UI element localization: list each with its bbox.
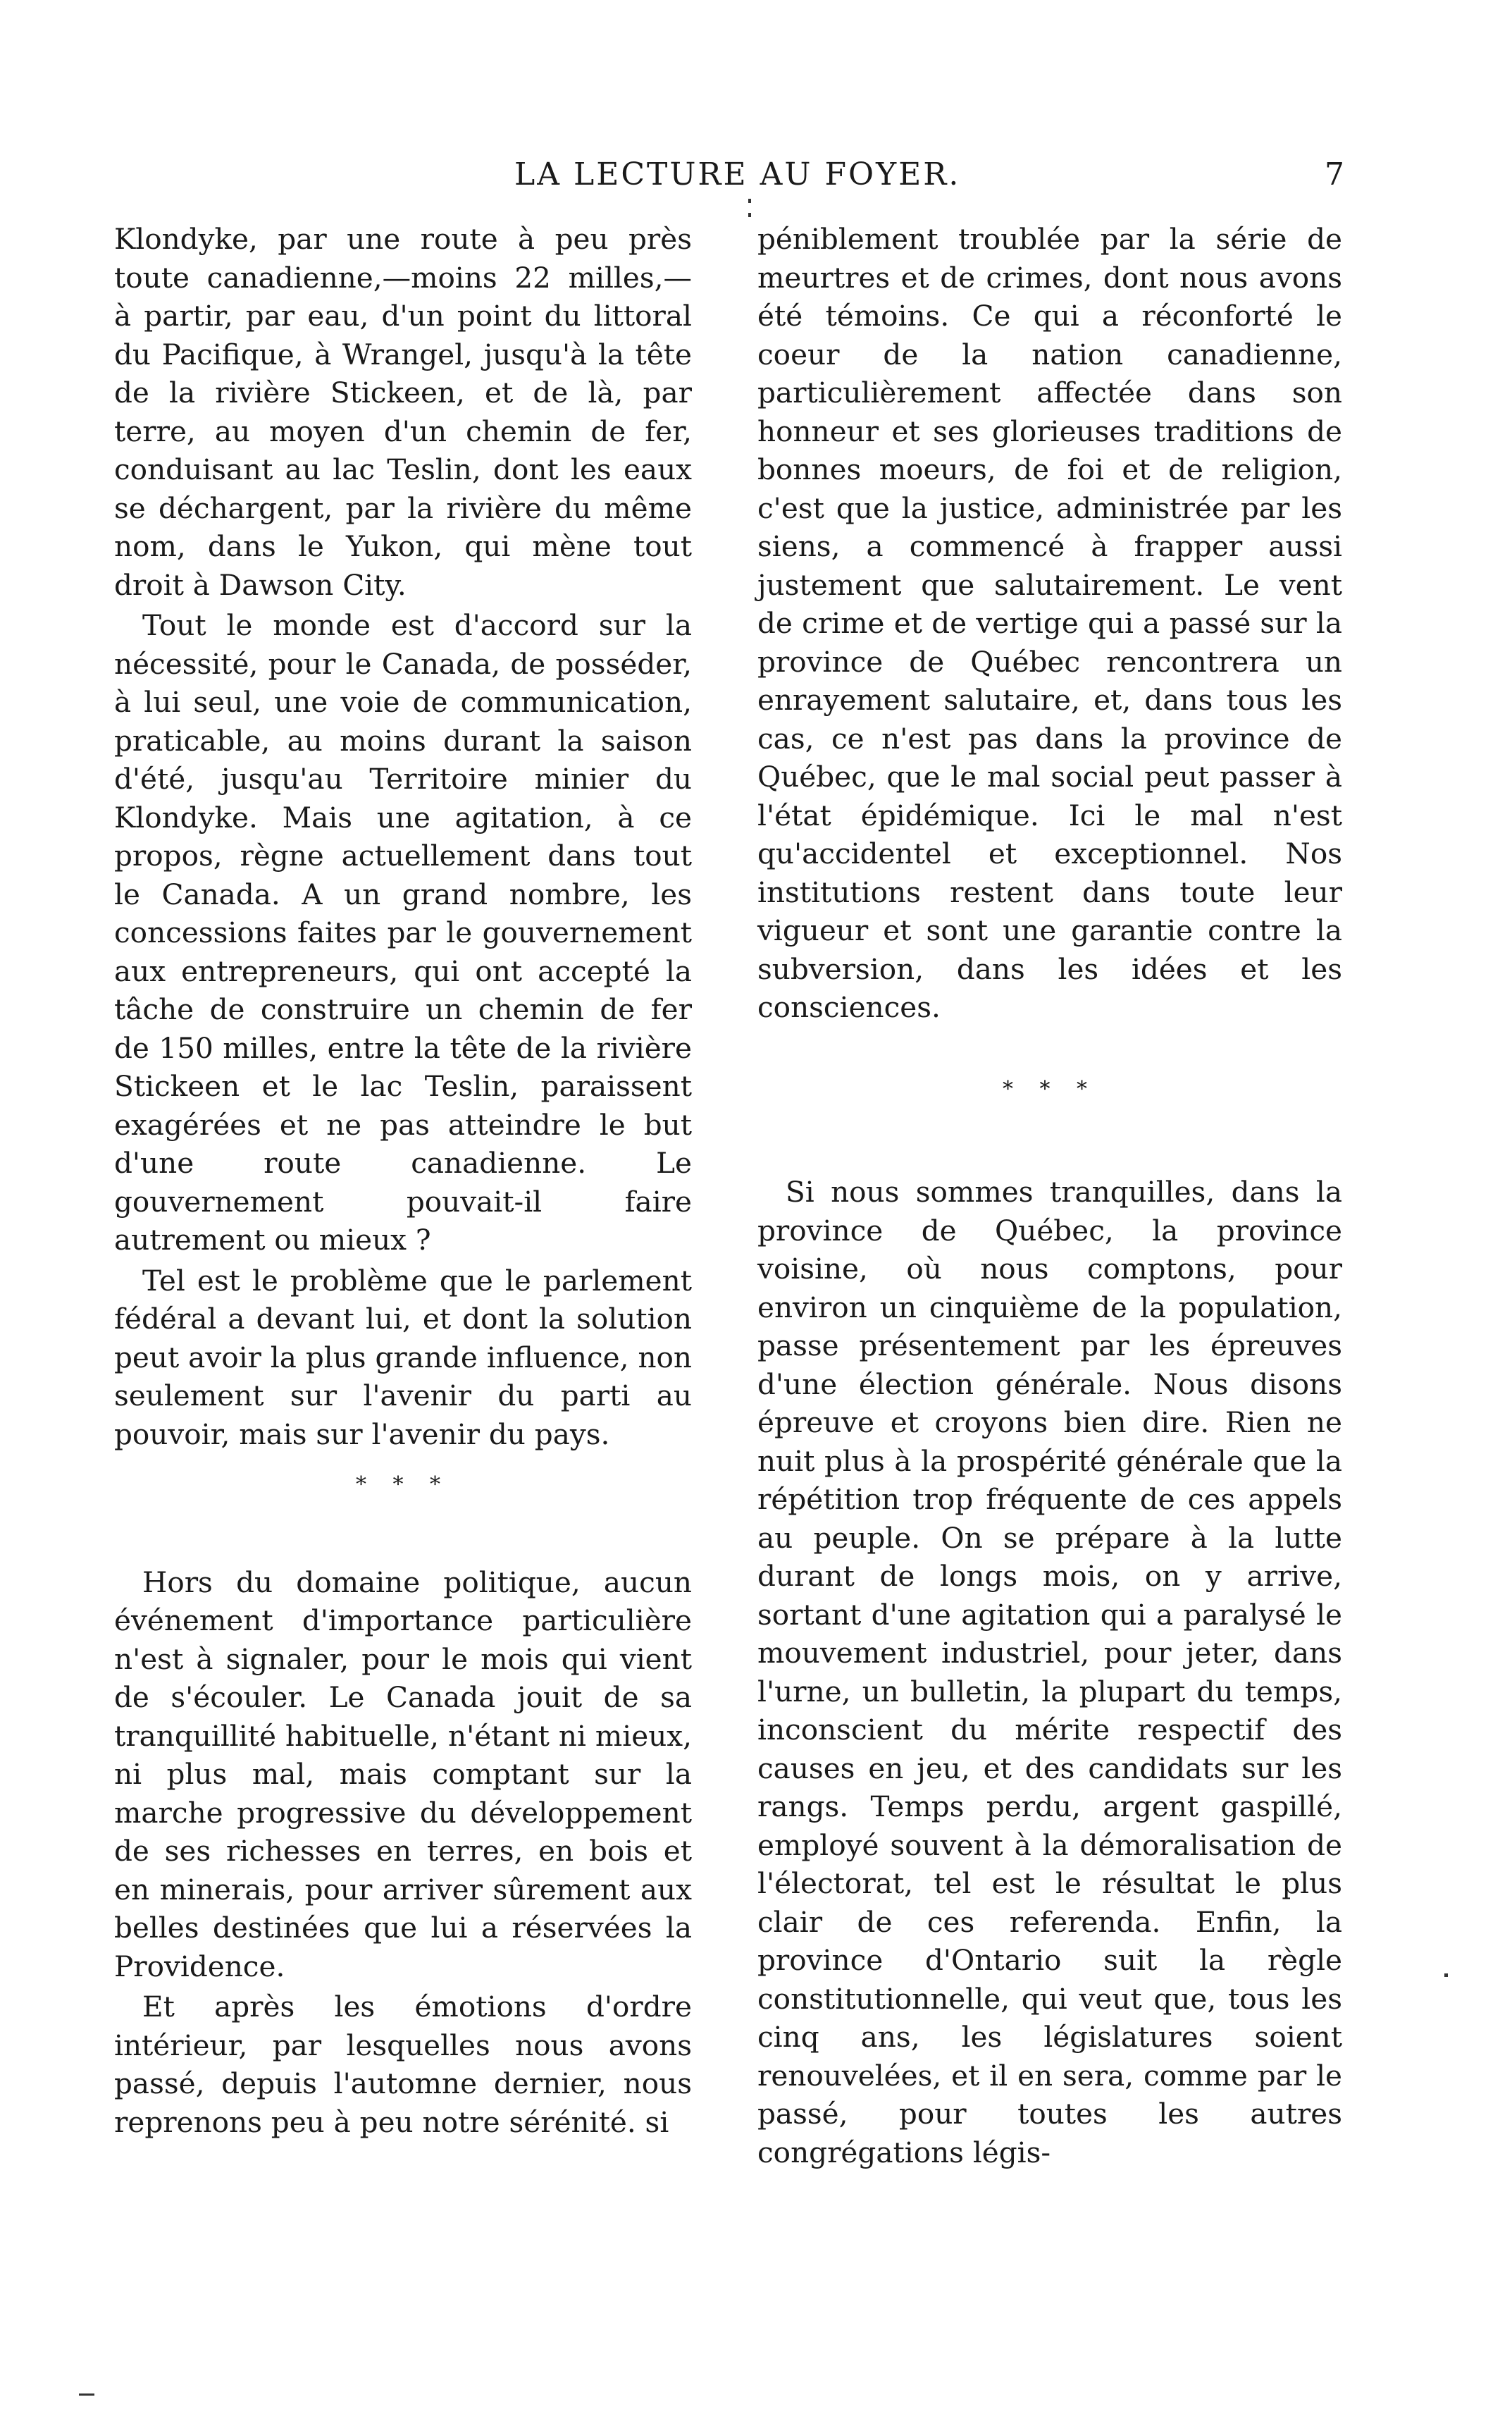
paragraph: Tout le monde est d'accord sur la nécessité, pour le Canada, de posséder, à lui seul, une voie de communication, praticable, au moins durant la saison d'été, jusqu'au Territoire minier du Klondyke. Mais une agitation, à ce propos, règne actuellement dans tout le Canada. A un grand nombre, les concessions faites par le gouvernement aux entrepreneurs, qui ont accepté la tâche de construire un chemin de fer de 150 milles, entre la tête de la rivière Stickeen et le lac Teslin, paraissent exagérées et ne pas atteindre le but d'une route canadienne. Le gouvernement pouvait-il faire autrement ou mieux ?	[114, 608, 692, 1257]
paragraph: Klondyke, par une route à peu près toute canadienne,—moins 22 milles,— à partir, par eau, d'un point du littoral du Pacifique, à Wrangel, jusqu'à la tête de la rivière Stickeen, et de là, par terre, au moyen d'un chemin de fer, conduisant au lac Teslin, dont les eaux se déchargent, par la rivière du même nom, dans le Yukon, qui mène tout droit à Dawson City.	[114, 222, 692, 602]
right-column	[757, 220, 1342, 2174]
print-speck	[79, 2393, 94, 2396]
print-speck	[1444, 1973, 1448, 1977]
paragraph: Si nous sommes tranquilles, dans la province de Québec, la province voisine, où nous comptons, pour environ un cinquième de la population, passe présentement par les épreuves d'une élection générale. Nous disons épreuve et croyons bien dire. Rien ne nuit plus à la prospérité générale que la répétition trop fréquente de ces appels au peuple. On se prépare à la lutte durant de longs mois, on y arrive, sortant d'une agitation qui a paralysé le mouvement industriel, pour jeter, dans l'urne, un bulletin, la plupart du temps, inconscient du mérite respectif des causes en jeu, et des candidats sur les rangs. Temps perdu, argent gaspillé, employé souvent à la démoralisation de l'électorat, tel est le résultat le plus clair de ces referenda. Enfin, la province d'Ontario suit la règle constitutionnelle, qui veut que, tous les cinq ans, les législatures soient renouvelées, et il en sera, comme par le passé, pour toutes les autres congrégations légis-	[757, 1175, 1342, 2169]
page-number: 7	[1325, 156, 1344, 192]
paragraph: péniblement troublée par la série de meurtres et de crimes, dont nous avons été témoins. Ce qui a réconforté le coeur de la nation canadienne, particulièrement affectée dans son honneur et ses glorieuses traditions de bonnes moeurs, de foi et de religion, c'est que la justice, administrée par les siens, a commencé à frapper aussi justement que salutairement. Le vent de crime et de vertige qui a passé sur la province de Québec rencontrera un enrayement salutaire, et, dans tous les cas, ce n'est pas dans la province de Québec, que le mal social peut passer à l'état épidémique. Ici le mal n'est qu'accidentel et exceptionnel. Nos institutions restent dans toute leur vigueur et sont une garantie contre la subversion, dans les idées et les consciences.	[757, 222, 1342, 1024]
section-separator: * * *	[1002, 1076, 1098, 1102]
section-separator: * * *	[355, 1472, 451, 1497]
print-speck	[748, 213, 751, 217]
left-column	[114, 220, 692, 2143]
paragraph: Hors du domaine politique, aucun événement d'importance particulière n'est à signaler, pour le mois qui vient de s'écouler. Le Canada jouit de sa tranquillité habituelle, n'étant ni mieux, ni plus mal, mais comptant sur la marche progressive du développement de ses richesses en terres, en bois et en minerais, pour arriver sûrement aux belles destinées que lui a réservées la Providence.	[114, 1565, 692, 1983]
running-title: LA LECTURE AU FOYER.	[514, 156, 961, 192]
paragraph: Et après les émotions d'ordre intérieur, par lesquelles nous avons passé, depuis l'automne dernier, nous reprenons peu à peu notre sérénité. si	[114, 1990, 692, 2139]
paragraph: Tel est le problème que le parlement fédéral a devant lui, et dont la solution peut avoir la plus grande influence, non seulement sur l'avenir du parti au pouvoir, mais sur l'avenir du pays.	[114, 1263, 692, 1451]
print-speck	[748, 199, 751, 203]
